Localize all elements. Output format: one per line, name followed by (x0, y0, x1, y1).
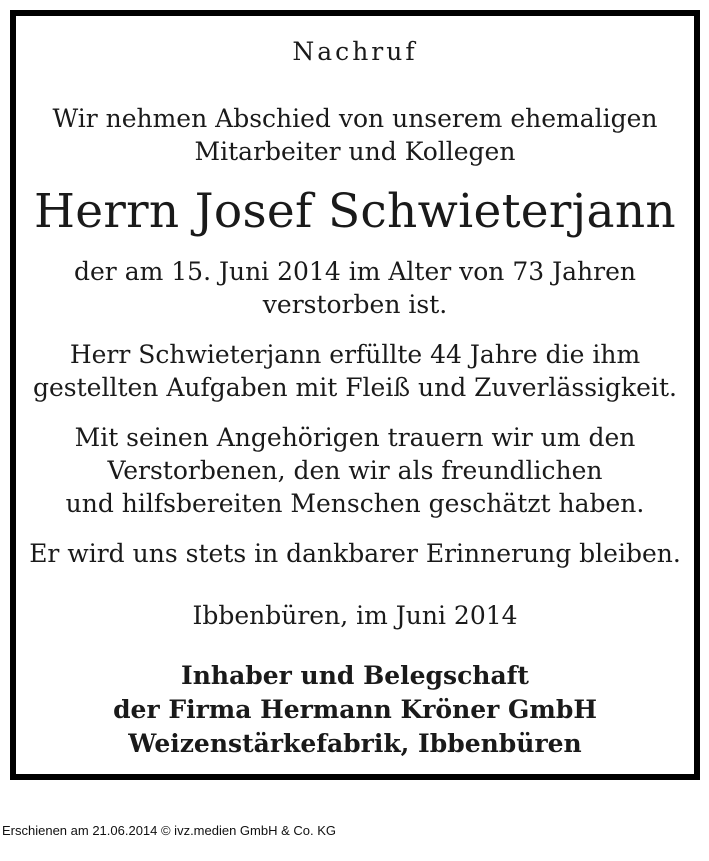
mourning-line: und hilfsbereiten Menschen geschätzt haben. (65, 489, 645, 518)
intro-paragraph (16, 102, 694, 168)
signature-line: Inhaber und Belegschaft (181, 661, 529, 690)
memory-line: Er wird uns stets in dankbarer Erinnerung bleiben. (29, 539, 681, 568)
signature-line: Weizenstärkefabrik, Ibbenbüren (128, 729, 582, 758)
signature-block (16, 659, 694, 761)
signature-line: der Firma Hermann Kröner GmbH (113, 695, 597, 724)
death-line: der am 15. Juni 2014 im Alter von 73 Jahren (74, 257, 636, 286)
intro-line: Wir nehmen Abschied von unserem ehemaligen (52, 104, 658, 133)
publication-footer: Erschienen am 21.06.2014 © ivz.medien GmbH & Co. KG (2, 823, 337, 838)
obituary-notice (10, 10, 700, 780)
place-date: Ibbenbüren, im Juni 2014 (192, 601, 518, 630)
mourning-line: Mit seinen Angehörigen trauern wir um den (74, 423, 636, 452)
notice-heading: Nachruf (292, 37, 418, 66)
intro-line: Mitarbeiter und Kollegen (194, 137, 516, 166)
mourning-line: Verstorbenen, den wir als freundlichen (107, 456, 603, 485)
service-line: Herr Schwieterjann erfüllte 44 Jahre die ihm (69, 340, 641, 369)
death-paragraph (16, 255, 694, 321)
deceased-name: Herrn Josef Schwieterjann (33, 184, 677, 239)
death-line: verstorben ist. (262, 290, 448, 319)
service-paragraph (16, 338, 694, 404)
mourning-paragraph (16, 421, 694, 520)
service-line: gestellten Aufgaben mit Fleiß und Zuverlässigkeit. (33, 373, 677, 402)
